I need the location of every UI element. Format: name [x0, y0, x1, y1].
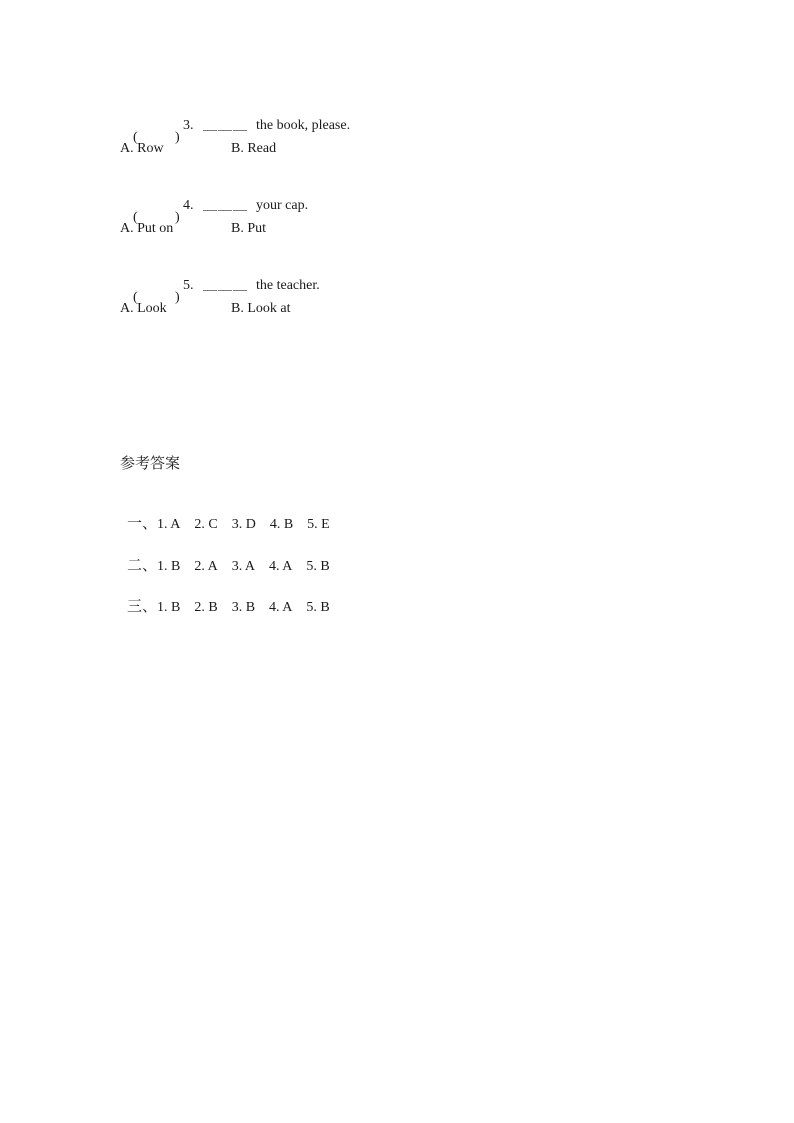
answer-item: 3. B: [231, 600, 256, 615]
fill-blank: ＿＿＿: [203, 198, 248, 213]
answer-item: 1. B: [157, 600, 181, 615]
answer-item: 4. A: [269, 600, 293, 615]
paren-open: (: [133, 290, 138, 305]
option-a: A. Row: [120, 141, 164, 156]
answer-item: 2. C: [194, 517, 218, 532]
answer-row-1: [120, 496, 344, 534]
option-a: A. Look: [120, 301, 167, 316]
answer-item: 3. D: [231, 517, 256, 532]
option-b: B. Look at: [231, 301, 291, 316]
paren-open: (: [133, 210, 138, 225]
paren-close: ): [175, 130, 180, 145]
section-label: 一、: [127, 514, 158, 532]
answer-item: 4. A: [269, 559, 293, 574]
answer-item: 3. A: [231, 559, 256, 574]
question-text: the teacher.: [256, 278, 320, 293]
fill-blank: ＿＿＿: [203, 278, 248, 293]
answer-item: 5. B: [306, 559, 330, 574]
answer-item: 2. B: [194, 600, 218, 615]
answer-row-3: [120, 579, 344, 617]
answer-key-title: 参考答案: [120, 454, 181, 472]
question-number: 3.: [183, 118, 194, 133]
answer-item: 2. A: [194, 559, 218, 574]
answer-item: 1. A: [157, 517, 181, 532]
option-b: B. Read: [231, 141, 277, 156]
option-a: A. Put on: [120, 221, 174, 236]
question-text: your cap.: [256, 198, 309, 213]
section-label: 三、: [127, 597, 158, 615]
question-3: [120, 99, 351, 145]
question-number: 4.: [183, 198, 194, 213]
answer-item: 1. B: [157, 559, 181, 574]
paren-open: (: [133, 130, 138, 145]
question-number: 5.: [183, 278, 194, 293]
question-4: [120, 179, 309, 225]
question-5: [120, 259, 320, 305]
answer-item: 4. B: [269, 517, 294, 532]
paren-close: ): [175, 290, 180, 305]
option-b: B. Put: [231, 221, 267, 236]
paren-close: ): [175, 210, 180, 225]
fill-blank: ＿＿＿: [203, 118, 248, 133]
answer-item: 5. B: [306, 600, 330, 615]
answer-item: 5. E: [307, 517, 330, 532]
question-text: the book, please.: [256, 118, 351, 133]
section-label: 二、: [127, 556, 158, 574]
answer-row-2: [120, 538, 344, 576]
